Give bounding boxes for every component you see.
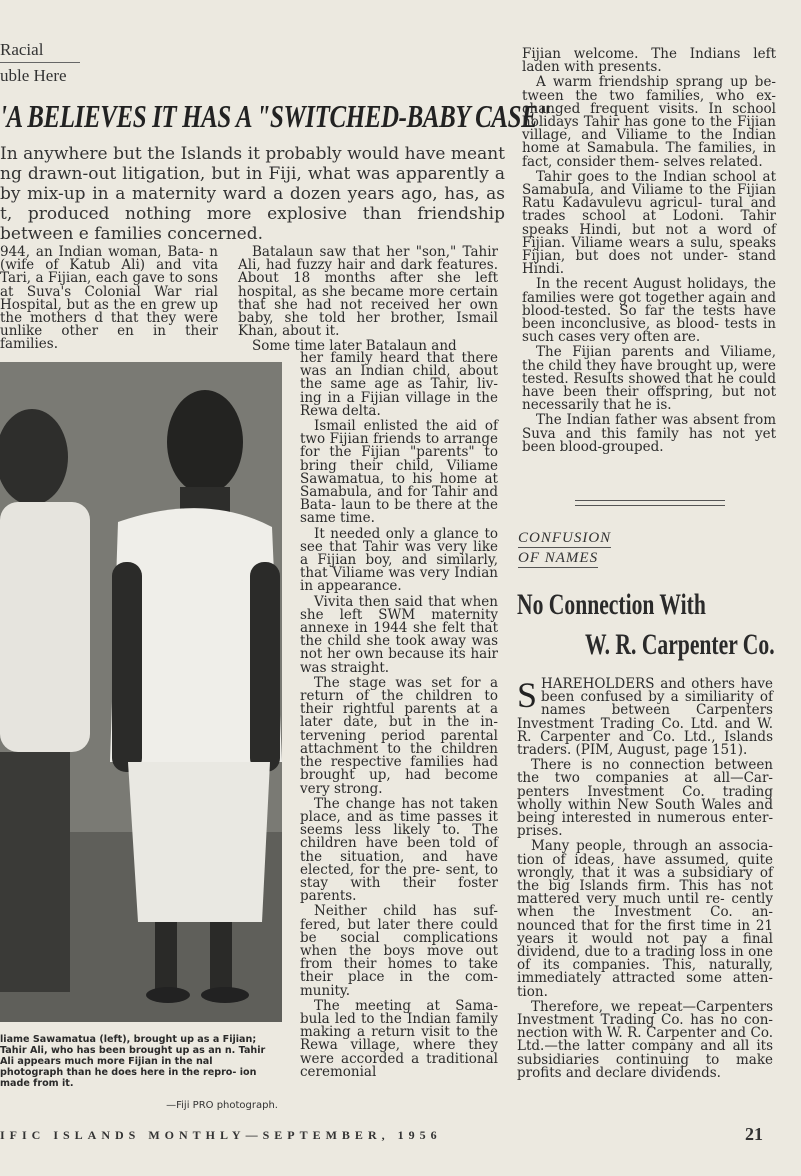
photograph bbox=[0, 362, 282, 1022]
col2-paragraph-3: It needed only a glance to see that Tahir was very like a Fijian boy, and similarly, that Viliame was very Indian in appearance. bbox=[300, 525, 498, 595]
column-2 bbox=[300, 352, 498, 1081]
column-2-top bbox=[238, 246, 498, 356]
subhead-line-2: W. R. Carpenter Co. bbox=[585, 628, 775, 661]
col2-paragraph-4: Vivita then said that when she left SWM maternity annexe in 1944 she felt that the child she took away was not her own because its hair was straight. bbox=[300, 593, 498, 676]
column-1 bbox=[0, 246, 218, 354]
subhead-line-1: No Connection With bbox=[517, 588, 706, 621]
col3-paragraph-1: Fijian welcome. The Indians left laden with presents. bbox=[522, 46, 776, 76]
separator-rule-2 bbox=[575, 505, 725, 506]
col3-paragraph-2: A warm friendship sprang up be- tween the two families, who ex- changed frequent visits. In school holidays Tahir has gone to the Fijian village, and Viliame to the Indian home at Samabula. The families, in fact, consider them- selves related. bbox=[522, 74, 776, 170]
page-footer bbox=[0, 1124, 801, 1150]
col3b-first-text: HAREHOLDERS and others have been confused by a similiarity of names between Carpenters Investment Trading Co. Ltd. and W. R. Carpenter and Co. Ltd., Islands traders. (PIM, August, page 151). bbox=[517, 676, 773, 759]
headline: 'A BELIEVES IT HAS A "SWITCHED-BABY CASE" bbox=[0, 98, 551, 134]
col2-paragraph-7: Neither child has suf- fered, but later there could be social complications when the boys move out from their homes to take their place in the com- munity. bbox=[300, 903, 498, 999]
kicker-line-1: Racial bbox=[0, 40, 44, 59]
col2-paragraph-5: The stage was set for a return of the children to their rightful parents at a later date, but in the in- tervening period parental attachment to the children the respective families had brought up, had become very strong. bbox=[300, 674, 498, 797]
section-label-2: OF NAMES bbox=[518, 550, 599, 566]
col2-paragraph-8: The meeting at Sama- bula led to the Indian family making a return visit to the Rewa village, where they were accorded a traditional ceremonial bbox=[300, 997, 498, 1080]
col3-paragraph-3: Tahir goes to the Indian school at Samabula, and Viliame to the Fijian Ratu Kadavulevu agricul- tural and trades school at Lodoni. Tahir speaks Hindi, but not a word of Fijian. Viliame wears a sulu, speaks Fijian, but does not under- stand Hindi. bbox=[522, 168, 776, 278]
col2-paragraph-6: The change has not taken place, and as time passes it seems less likely to. The children have been told of the situation, and have elected, for the pre- sent, to stay with their foster parents. bbox=[300, 795, 498, 905]
drop-cap: S bbox=[517, 675, 538, 715]
col3b-paragraph-2: There is no connection between the two companies at all—Car- penters Investment Co. trading wholly within New South Wales and being interested in numerous enter- prises. bbox=[517, 757, 773, 840]
col1-paragraph: 944, an Indian woman, Bata- n (wife of Katub Ali) and vita Tari, a Fijian, each gave to sons at Suva's Colonial War rial Hospital, but as the en grew up the mothers d that they were unlike other en in their families. bbox=[0, 244, 218, 353]
page-number: 21 bbox=[745, 1124, 763, 1144]
col2-paragraph-2: Ismail enlisted the aid of two Fijian friends to arrange for the Fijian "parents" to bring their child, Viliame Sawamatua, to his home at Samabula, and for Tahir and Bata- laun to be there at the same time. bbox=[300, 418, 498, 527]
col2-top-paragraph-2: Some time later Batalaun and bbox=[252, 338, 457, 355]
col3b-paragraph-1 bbox=[517, 675, 773, 759]
col3-paragraph-4: In the recent August holidays, the families were got together again and blood-tested. So far the tests have been inconclusive, as blood- tests in such cases very often are. bbox=[522, 276, 776, 346]
photo-caption: liame Sawamatua (left), brought up as a Fijian; Tahir Ali, who has been brought up as an n. Tahir Ali appears much more Fijian in the nal photograph than he does here in the repro- ion made from it. bbox=[0, 1034, 266, 1089]
col2-top-paragraph-1: Batalaun saw that her "son," Tahir Ali, had fuzzy hair and dark features. About 18 months after she left hospital, as she became more certain that she had not received her own baby, she told her brother, Ismail Khan, about it. bbox=[238, 244, 498, 340]
intro-paragraph: In anywhere but the Islands it probably would have meant ng drawn-out litigation, but in Fiji, what was apparently a by mix-up in a maternity ward a dozen years ago, has, as t, produced nothing more explosive than friendship between e families concerned. bbox=[0, 144, 505, 244]
col3b-paragraph-4: Therefore, we repeat—Carpenters Investment Trading Co. has no con- nection with W. R. Carpenter and Co. Ltd.—the latter company and all its subsidiaries continuing to make profits and declare dividends. bbox=[517, 998, 773, 1081]
kicker-rule bbox=[0, 62, 80, 63]
column-3-bottom bbox=[517, 675, 773, 1082]
col2-paragraph-1: her family heard that there was an Indian child, about the same age as Tahir, liv- ing in a Fijian village in the Rewa delta. bbox=[300, 350, 498, 419]
boys-photo-image bbox=[0, 362, 282, 1022]
col3b-paragraph-3: Many people, through an associa- tion of ideas, have assumed, quite wrongly, that it was a subsidiary of the big Islands firm. This has not mattered very much until re- cently when the Investment Co. an- nounced that for the first time in 21 years it would not pay a final dividend, due to a trading loss in one of its companies. This, naturally, immediately attracted some atten- tion. bbox=[517, 838, 773, 1000]
photo-credit: —Fiji PRO photograph. bbox=[166, 1100, 278, 1111]
footer-title: IFIC ISLANDS MONTHLY—SEPTEMBER, 1956 bbox=[0, 1128, 442, 1142]
section-label-1: CONFUSION bbox=[518, 530, 612, 546]
separator-rule-1 bbox=[575, 500, 725, 501]
kicker-line-2: uble Here bbox=[0, 66, 67, 85]
column-3-top bbox=[522, 48, 776, 456]
col3-paragraph-6: The Indian father was absent from Suva and this family has not yet been blood-grouped. bbox=[522, 412, 776, 455]
col3-paragraph-5: The Fijian parents and Viliame, the child they have brought up, were tested. Results showed that he could have been their offspring, but not necessarily that he is. bbox=[522, 344, 776, 414]
